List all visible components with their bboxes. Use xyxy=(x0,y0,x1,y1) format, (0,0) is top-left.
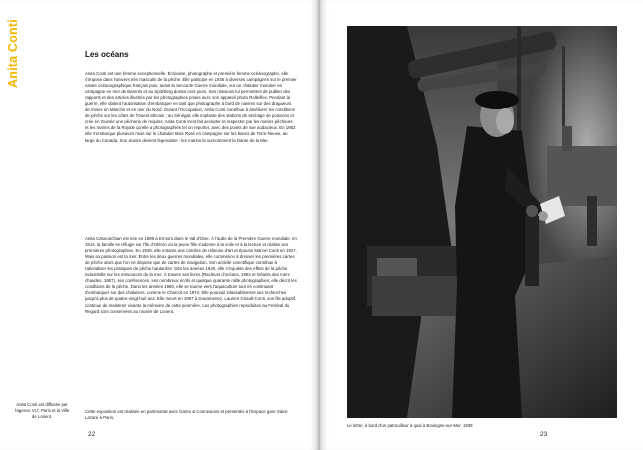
sailor-photograph xyxy=(347,26,617,418)
agency-credit-note: Anita Conti est diffusée par l'agence VU', Paris et la Ville de Lorient. xyxy=(14,402,70,419)
vertical-author-title: Anita Conti xyxy=(6,19,20,88)
paragraph-text: Anita Caracotchian est née en 1899 à Ermont dans le Val d'Oise. À l'aube de la Première Guerre mondiale, en 1914, la famille se réfugie sur l'île d'Oléron où la jeune fille s'adonne à la voile et à la lecture et réalise ses premières photographies. En 1926, elle entame une carrière de relieuse d'art et épouse Marcel Conti en 1927. Mais sa passion est la mer. Entre les deux guerres mondiales, elle commence à dresser les premières cartes de pêche alors que l'on ne dispose que de cartes de navigation. Son activité scientifique contribue à rationaliser les pratiques de pêche hauturière. Dès les années 1940, elle s'inquiète des effets de la pêche industrielle sur les ressources de la mer. À travers ses livres (Racleurs d'océans, 1953 et Géants des mers chaudes, 1957), ses conférences, ses nombreux écrits et quelque quarante mille photographies, elle décrit les conditions de la pêche. Dans les années 1960, elle se tourne vers l'aquaculture tout en continuant d'embarquer sur des chalutiers, comme le Charcot en 1974. Elle poursuit inlassablement ses recherches jusqu'à plus de quatre-vingt-huit ans. Elle meurt en 1997 à Douarnenez. Laurent Girault-Conti, son fils adoptif, continue de maintenir vivante la mémoire de cette pionnière. Les photographies reproduites au Festival du Regard sont conservées au musée de Lorient. xyxy=(85,236,297,314)
paragraph-text: Cette exposition est réalisée en partenariat avec Gares & Connexions et présentée à l'Espace gare Saint-Lazare à Paris. xyxy=(85,409,289,421)
photo-caption: Le lettre, à bord d'un patrouilleur à quai à Boulogne-sur-Mer, 1939 xyxy=(347,423,473,428)
body-paragraph-2 xyxy=(85,236,297,321)
page-number: 23 xyxy=(540,431,548,438)
left-page xyxy=(0,0,318,450)
right-page xyxy=(320,0,643,450)
body-paragraph-3 xyxy=(85,409,297,427)
photo-illustration xyxy=(347,26,617,418)
paragraph-text: Anita Conti est une femme exceptionnelle. Écrivaine, photographe et première femme océanographe, elle s'impose dans l'univers très masculin de la pêche. Elle participe en 1935 à diverses campagnes sur le premier navire océanographique français puis, avant la Seconde Guerre mondiale, sur un chalutier morutier en campagne en mer de Barents et au Spitzberg durant cent jours. Ses missions lui permettent de publier des rapports et des articles illustrés par les photographies prises avec son appareil photo Rolleiflex. Pendant la guerre, elle obtient l'autorisation d'embarquer en tant que photographe à bord de navires sur des dragueurs de mines en Manche et en mer du Nord. Durant l'Occupation, Anita Conti contribue à améliorer les conditions de pêche sur les côtes de l'Ouest africain ; au Sénégal, elle implante des stations de séchage de poissons et crée en Guinée une pêcherie de requins. Anita Conti s'est fait accepter et respecter par les marins pêcheurs et les marins de la Royale qu'elle a photographiés tel un reporter, avec des points de vue audacieux. En 1952 elle s'embarque plusieurs mois sur le chalutier Bois Rosé en campagne sur les bancs de Terre-Neuve, au large du Canada. Son œuvre devient légendaire : les marins la surnomment la Dame de la Mer. xyxy=(85,71,297,143)
page-number: 22 xyxy=(88,431,96,438)
section-title: Les océans xyxy=(85,50,129,59)
body-paragraph-1 xyxy=(85,71,297,150)
